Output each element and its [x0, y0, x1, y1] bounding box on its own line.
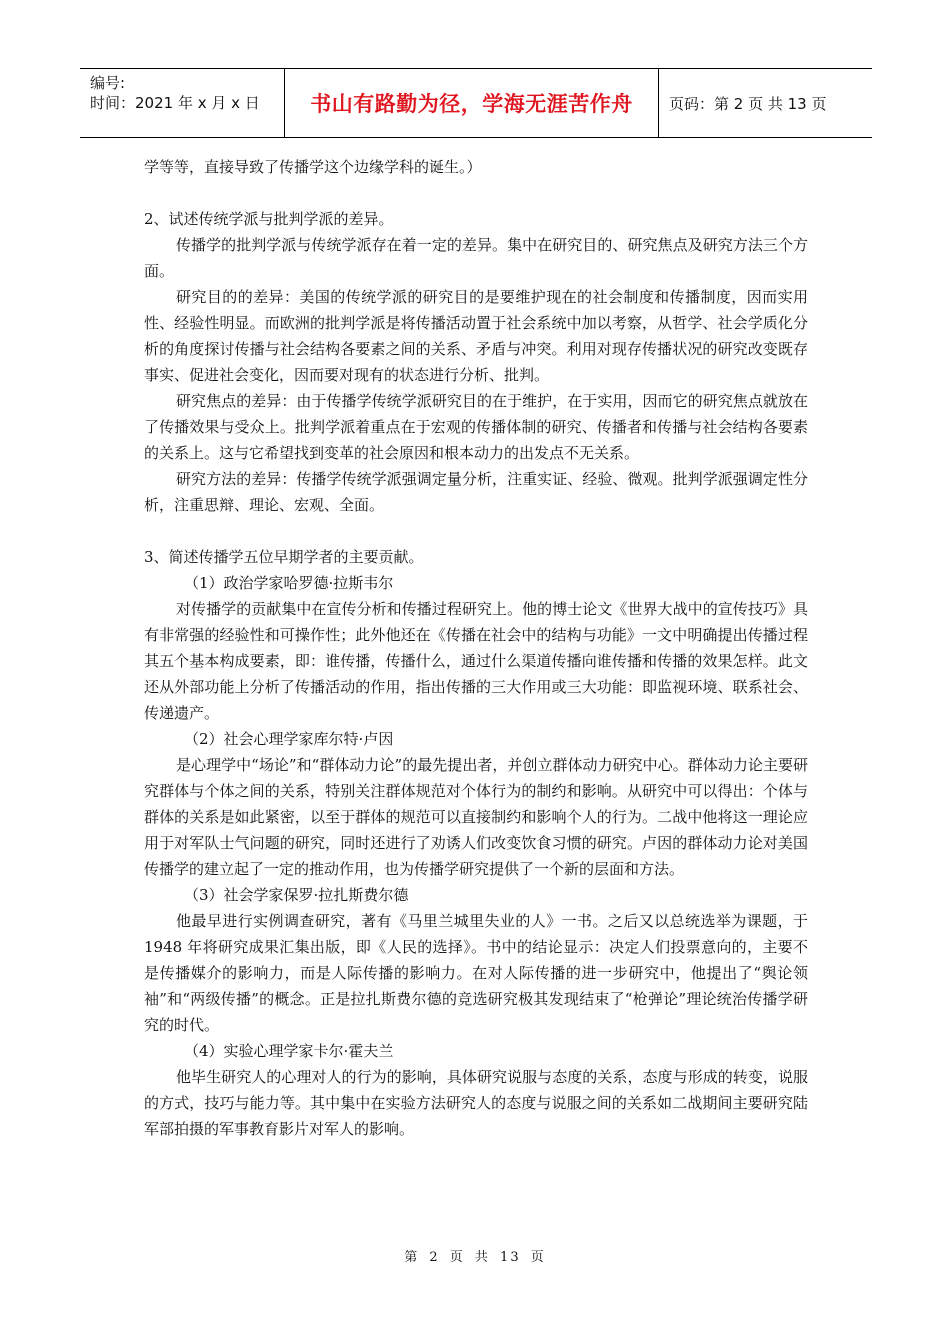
- document-body: [144, 154, 808, 1142]
- document-number-label: 编号:: [90, 74, 126, 92]
- question-3-title: 3、简述传播学五位早期学者的主要贡献。: [144, 548, 424, 566]
- document-date: 时间：2021 年 x 月 x 日: [90, 94, 260, 112]
- page-header: [80, 68, 872, 138]
- scholar-text: 对传播学的贡献集中在宣传分析和传播过程研究上。他的博士论文《世界大战中的宣传技巧》具有非常强的经验性和可操作性；此外他还在《传播在社会中的结构与功能》一文中明确提出传播过程其五个基本构成要素，即：谁传播，传播什么，通过什么渠道传播向谁传播和传播的效果怎样。此文还从外部功能上分析了传播活动的作用，指出传播的三大作用或三大功能：即监视环境、联系社会、传递遗产。: [144, 600, 808, 722]
- scholar-text: 他最早进行实例调查研究，著有《马里兰城里失业的人》一书。之后又以总统选举为课题，于 1948 年将研究成果汇集出版，即《人民的选择》。书中的结论显示：决定人们投票意向的，主要不是传播媒介的影响力，而是人际传播的影响力。在对人际传播的进一步研究中，他提出了“舆论领袖”和“两级传播”的概念。正是拉扎斯费尔德的竞选研究极其发现结束了“枪弹论”理论统治传播学研究的时代。: [144, 912, 808, 1034]
- scholar-text: 是心理学中“场论”和“群体动力论”的最先提出者，并创立群体动力研究中心。群体动力论主要研究群体与个体之间的关系，特别关注群体规范对个体行为的制约和影响。从研究中可以得出：个体与群体的关系是如此紧密，以至于群体的规范可以直接制约和影响个人的行为。二战中他将这一理论应用于对军队士气问题的研究，同时还进行了劝诱人们改变饮食习惯的研究。卢因的群体动力论对美国传播学的建立起了一定的推动作用，也为传播学研究提供了一个新的层面和方法。: [144, 756, 808, 878]
- q2-paragraph: 研究方法的差异：传播学传统学派强调定量分析，注重实证、经验、微观。批判学派强调定性分析，注重思辩、理论、宏观、全面。: [144, 470, 808, 514]
- q2-paragraph: 研究目的的差异：美国的传统学派的研究目的是要维护现在的社会制度和传播制度，因而实用性、经验性明显。而欧洲的批判学派是将传播活动置于社会系统中加以考察，从哲学、社会学质化分析的角度探讨传播与社会结构各要素之间的关系、矛盾与冲突。利用对现存传播状况的研究改变既存事实、促进社会变化，因而要对现有的状态进行分析、批判。: [144, 288, 808, 384]
- header-motto: 书山有路勤为径，学海无涯苦作舟: [285, 69, 659, 137]
- spacer: [144, 518, 808, 544]
- scholar-heading: （2）社会心理学家库尔特·卢因: [184, 730, 394, 748]
- question-2-title: 2、试述传统学派与批判学派的差异。: [144, 210, 394, 228]
- scholar-heading: （3）社会学家保罗·拉扎斯费尔德: [184, 886, 409, 904]
- spacer: [144, 180, 808, 206]
- scholar-text: 他毕生研究人的心理对人的行为的影响，具体研究说服与态度的关系，态度与形成的转变，说服的方式，技巧与能力等。其中集中在实验方法研究人的态度与说服之间的关系如二战期间主要研究陆军部拍摄的军事教育影片对军人的影响。: [144, 1068, 808, 1138]
- page-footer: 第 2 页 共 13 页: [404, 1250, 546, 1265]
- scholar-heading: （4）实验心理学家卡尔·霍夫兰: [184, 1042, 394, 1060]
- q2-paragraph: 传播学的批判学派与传统学派存在着一定的差异。集中在研究目的、研究焦点及研究方法三个方面。: [144, 236, 808, 280]
- header-page-info: 页码：第 2 页 共 13 页: [669, 94, 827, 113]
- header-meta: [80, 69, 285, 137]
- continuation-text: 学等等，直接导致了传播学这个边缘学科的诞生。）: [144, 158, 482, 176]
- scholar-heading: （1）政治学家哈罗德·拉斯韦尔: [184, 574, 394, 592]
- q2-paragraph: 研究焦点的差异：由于传播学传统学派研究目的在于维护，在于实用，因而它的研究焦点就放在了传播效果与受众上。批判学派着重点在于宏观的传播体制的研究、传播者和传播与社会结构各要素的关系上。这与它希望找到变革的社会原因和根本动力的出发点不无关系。: [144, 392, 808, 462]
